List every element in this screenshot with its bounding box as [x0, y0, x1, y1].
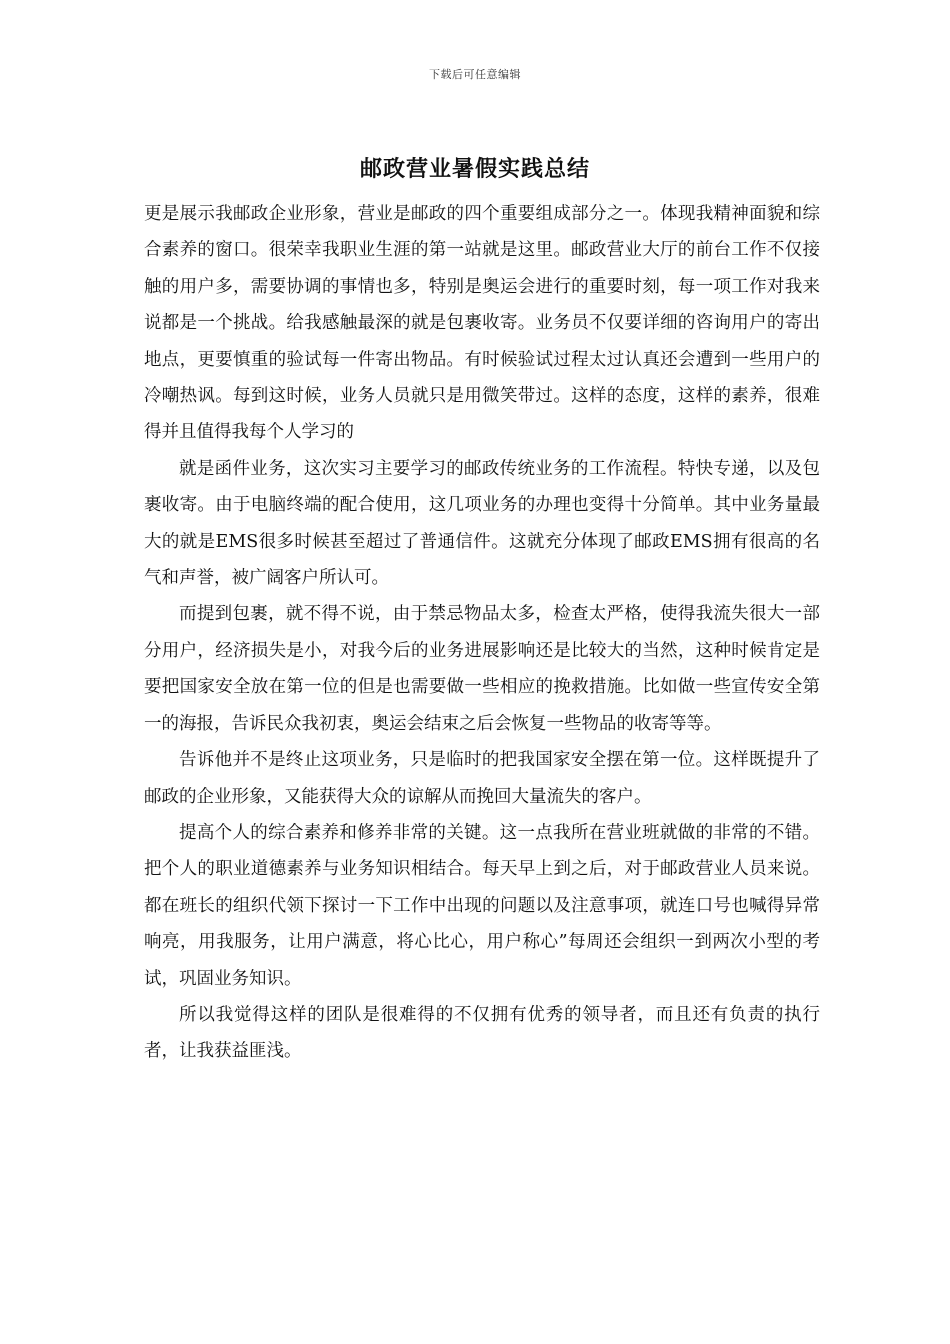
paragraph-5: 提高个人的综合素养和修养非常的关键。这一点我所在营业班就做的非常的不错。把个人的职业道德素养与业务知识相结合。每天早上到之后，对于邮政营业人员来说。都在班长的组织代领下探讨一下工作中出现的问题以及注意事项，就连口号也喊得异常响亮，用我服务，让用户满意，将心比心，用户称心”每周还会组织一到两次小型的考试，巩固业务知识。: [144, 822, 820, 989]
document-body: [144, 196, 820, 1070]
header-note: 下载后可任意编辑: [429, 68, 521, 81]
paragraph-3: 而提到包裹，就不得不说，由于禁忌物品太多，检查太严格，使得我流失很大一部分用户，经济损失是小，对我今后的业务进展影响还是比较大的当然，这种时候肯定是要把国家安全放在第一位的但是也需要做一些相应的挽救措施。比如做一些宣传安全第一的海报，告诉民众我初衷，奥运会结束之后会恢复一些物品的收寄等等。: [144, 604, 820, 734]
paragraph-2: 就是函件业务，这次实习主要学习的邮政传统业务的工作流程。特快专递，以及包裹收寄。由于电脑终端的配合使用，这几项业务的办理也变得十分简单。其中业务量最大的就是EMS很多时候甚至超过了普通信件。这就充分体现了邮政EMS拥有很高的名气和声誉，被广阔客户所认可。: [144, 458, 820, 589]
paragraph-4: 告诉他并不是终止这项业务，只是临时的把我国家安全摆在第一位。这样既提升了邮政的企业形象，又能获得大众的谅解从而挽回大量流失的客户。: [144, 750, 820, 807]
paragraph-1: 更是展示我邮政企业形象，营业是邮政的四个重要组成部分之一。体现我精神面貌和综合素养的窗口。很荣幸我职业生涯的第一站就是这里。邮政营业大厅的前台工作不仅接触的用户多，需要协调的事情也多，特别是奥运会进行的重要时刻，每一项工作对我来说都是一个挑战。给我感触最深的就是包裹收寄。业务员不仅要详细的咨询用户的寄出地点，更要慎重的验试每一件寄出物品。有时候验试过程太过认真还会遭到一些用户的冷嘲热讽。每到这时候，业务人员就只是用微笑带过。这样的态度，这样的素养，很难得并且值得我每个人学习的: [144, 204, 820, 443]
document-title: 邮政营业暑假实践总结: [359, 156, 590, 182]
paragraph-6: 所以我觉得这样的团队是很难得的不仅拥有优秀的领导者，而且还有负责的执行者，让我获益匪浅。: [144, 1004, 820, 1062]
